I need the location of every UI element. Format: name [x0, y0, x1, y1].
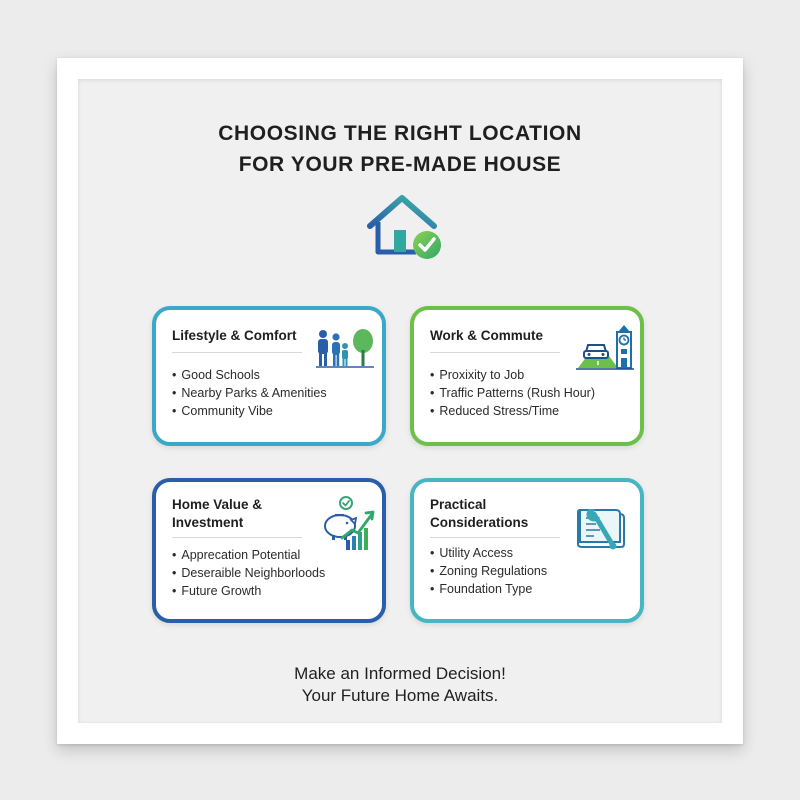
- list-item: • Reduced Stress/Time: [430, 402, 595, 420]
- list-item: • Community Vibe: [172, 402, 327, 420]
- card-title-line-1: Home Value &: [172, 497, 263, 512]
- list-item: • Nearby Parks & Amenities: [172, 384, 327, 402]
- card-title-line-2: Investment: [172, 515, 244, 530]
- list-item: • Apprecation Potential: [172, 546, 325, 564]
- card-lifestyle-comfort: [152, 306, 386, 446]
- card-divider: [430, 537, 560, 538]
- family-tree-icon: [314, 326, 376, 372]
- card-title: [430, 496, 570, 532]
- footer-line-1: Make an Informed Decision!: [294, 664, 506, 683]
- house-check-icon: [364, 192, 446, 264]
- list-item: • Zoning Regulations: [430, 562, 547, 580]
- card-divider: [430, 352, 560, 353]
- footer-message: [78, 663, 722, 707]
- list-item: • Traffic Patterns (Rush Hour): [430, 384, 595, 402]
- car-clock-tower-icon: [574, 322, 636, 374]
- card-title: Work & Commute: [430, 328, 544, 343]
- card-title-line-2: Considerations: [430, 515, 529, 530]
- footer-line-2: Your Future Home Awaits.: [301, 686, 499, 705]
- title-line-1: CHOOSING THE RIGHT LOCATION: [218, 122, 582, 145]
- page-title: [78, 118, 722, 180]
- card-list: [172, 366, 327, 420]
- card-practical-considerations: [410, 478, 644, 623]
- card-title: Lifestyle & Comfort: [172, 328, 297, 343]
- card-title-line-1: Practical: [430, 497, 487, 512]
- card-home-value-investment: [152, 478, 386, 623]
- blueprint-wrench-icon: [574, 504, 630, 554]
- list-item: • Good Schools: [172, 366, 327, 384]
- list-item: • Proxixity to Job: [430, 366, 595, 384]
- card-divider: [172, 537, 302, 538]
- card-list: [430, 544, 547, 598]
- list-item: • Future Growth: [172, 582, 325, 600]
- list-item: • Utility Access: [430, 544, 547, 562]
- card-list: [172, 546, 325, 600]
- title-line-2: FOR YOUR PRE-MADE HOUSE: [238, 153, 562, 176]
- card-list: [430, 366, 595, 420]
- list-item: • Deseraible Neighborloods: [172, 564, 325, 582]
- card-title: [172, 496, 312, 532]
- card-work-commute: [410, 306, 644, 446]
- piggy-bank-growth-chart-icon: [318, 494, 380, 554]
- card-divider: [172, 352, 302, 353]
- list-item: • Foundation Type: [430, 580, 547, 598]
